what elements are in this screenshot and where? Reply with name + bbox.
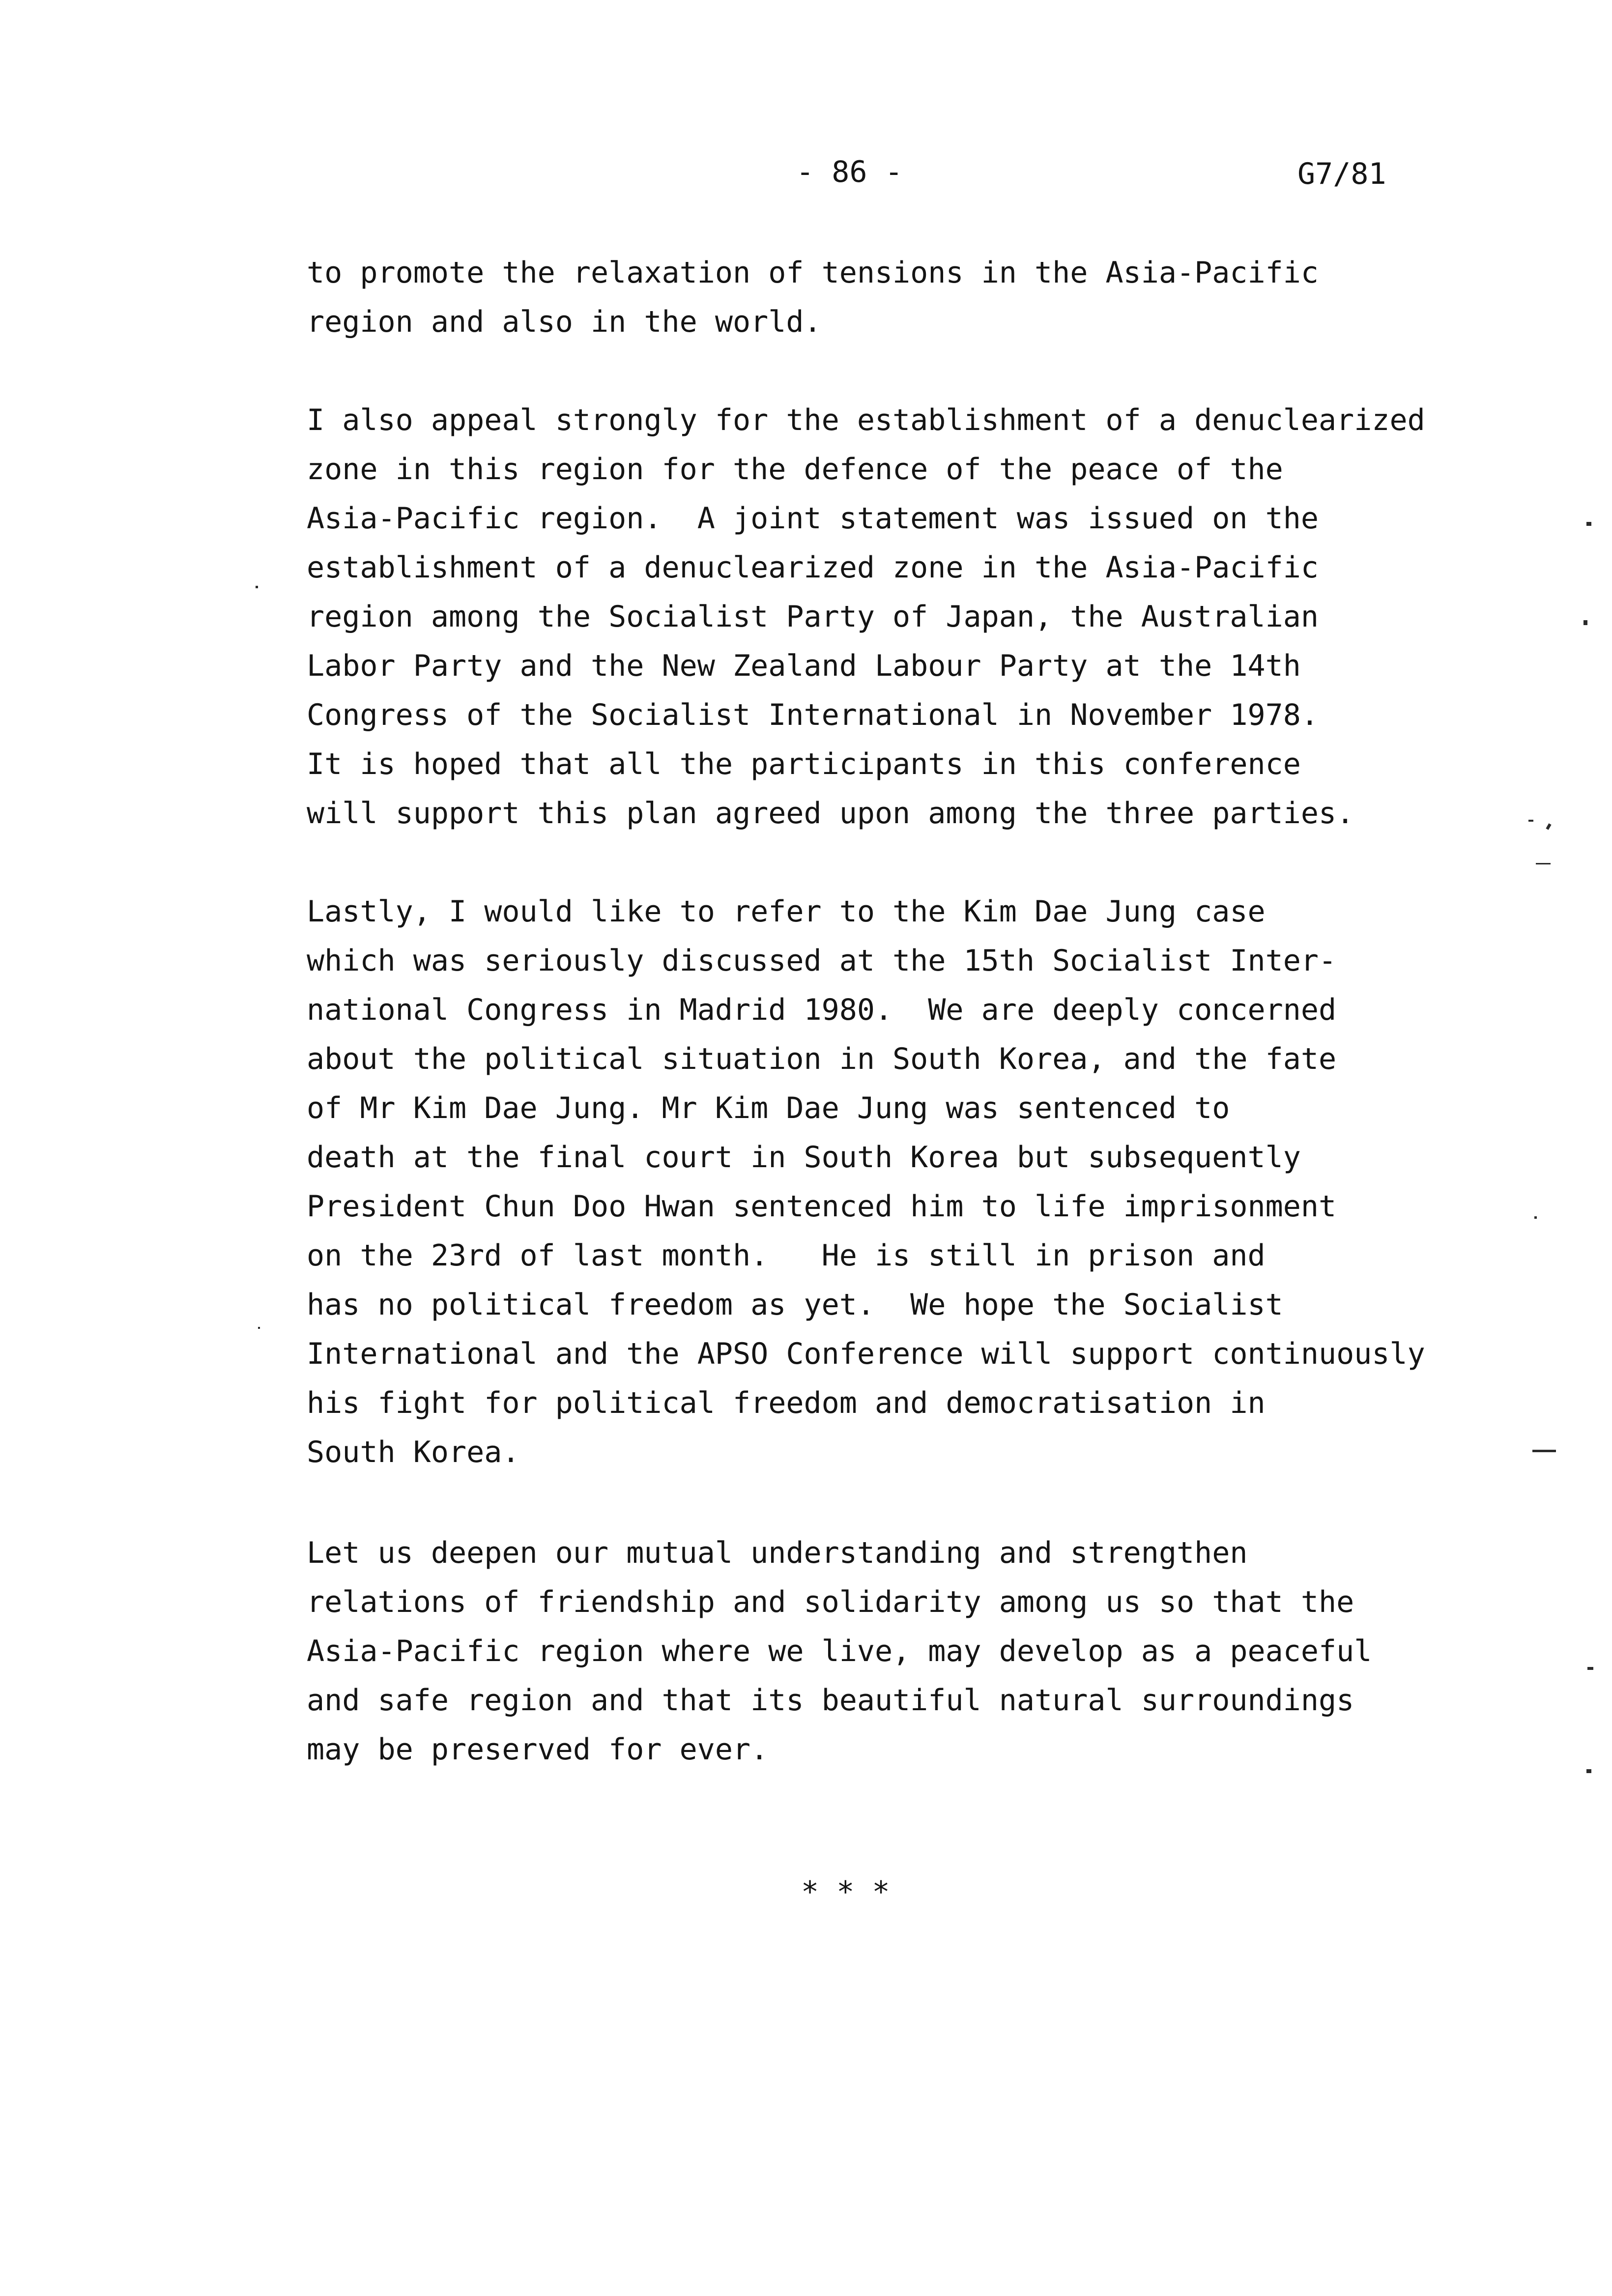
scan-speck — [1586, 522, 1591, 526]
text-line: to promote the relaxation of tensions in the Asia-Pacific — [307, 256, 1319, 290]
text-line: which was seriously discussed at the 15th Socialist Inter- — [307, 944, 1337, 978]
scan-speck — [256, 586, 258, 588]
closing-asterisks: * * * — [801, 1875, 890, 1909]
text-line: region among the Socialist Party of Japan, the Australian — [307, 600, 1319, 634]
paragraph-3 — [307, 887, 1565, 1477]
text-line: Asia-Pacific region where we live, may develop as a peaceful — [307, 1634, 1372, 1668]
text-line: zone in this region for the defence of the peace of the — [307, 452, 1283, 487]
text-line: Labor Party and the New Zealand Labour Party at the 14th — [307, 649, 1301, 683]
paragraph-1 — [307, 248, 1565, 346]
text-line: and safe region and that its beautiful natural surroundings — [307, 1683, 1354, 1718]
text-line: national Congress in Madrid 1980. We are deeply concerned — [307, 993, 1337, 1027]
text-line: Lastly, I would like to refer to the Kim Dae Jung case — [307, 894, 1266, 929]
text-line: relations of friendship and solidarity among us so that the — [307, 1585, 1354, 1619]
text-line: on the 23rd of last month. He is still in prison and — [307, 1238, 1266, 1273]
text-line: establishment of a denuclearized zone in the Asia-Pacific — [307, 550, 1319, 585]
text-line: of Mr Kim Dae Jung. Mr Kim Dae Jung was sentenced to — [307, 1091, 1230, 1125]
scan-speck — [1583, 620, 1587, 625]
paragraph-2 — [307, 396, 1565, 838]
text-line: about the political situation in South Korea, and the fate — [307, 1042, 1337, 1076]
text-line: may be preserved for ever. — [307, 1732, 769, 1767]
scan-speck — [1536, 863, 1551, 864]
paragraph-4 — [307, 1528, 1565, 1774]
scan-speck — [1534, 1216, 1537, 1219]
text-line: has no political freedom as yet. We hope the Socialist — [307, 1288, 1283, 1322]
text-line: Congress of the Socialist International in November 1978. — [307, 698, 1319, 732]
text-line: South Korea. — [307, 1435, 520, 1469]
scan-speck — [258, 1327, 260, 1329]
scan-speck — [1586, 1769, 1591, 1773]
text-line: his fight for political freedom and democratisation in — [307, 1386, 1266, 1420]
text-line: will support this plan agreed upon among the three parties. — [307, 796, 1354, 831]
scan-speck — [1532, 1450, 1556, 1452]
scan-speck — [1587, 1667, 1593, 1670]
page-number: - 86 - — [796, 155, 903, 189]
text-line: I also appeal strongly for the establishment of a denuclearized — [307, 403, 1425, 437]
text-line: Let us deepen our mutual understanding and strengthen — [307, 1536, 1248, 1570]
text-line: It is hoped that all the participants in this conference — [307, 747, 1301, 781]
scan-speck — [1528, 820, 1533, 822]
text-line: Asia-Pacific region. A joint statement was issued on the — [307, 501, 1319, 536]
text-line: President Chun Doo Hwan sentenced him to life imprisonment — [307, 1189, 1337, 1224]
text-line: region and also in the world. — [307, 305, 822, 339]
text-line: death at the final court in South Korea but subsequently — [307, 1140, 1301, 1175]
document-reference: G7/81 — [1297, 157, 1386, 191]
text-line: International and the APSO Conference will support continuously — [307, 1337, 1425, 1371]
